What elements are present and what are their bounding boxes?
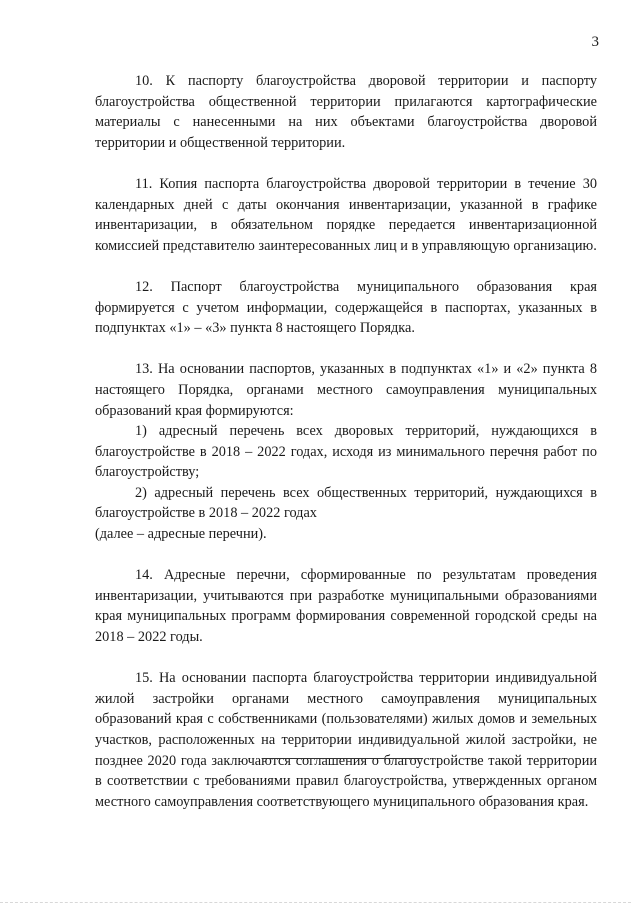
paragraph-13-tail: (далее – адресные перечни). <box>95 526 267 543</box>
paragraph-13-item-2: 2) адресный перечень всех общественных территорий, нуждающихся в благоустройстве в 2018 – 2022 годах <box>95 484 597 522</box>
paragraph-10: 10. К паспорту благоустройства дворовой территории и паспорту благоустройства общественной территории прилагаются картографические материалы с нанесенными на них объектами благоустройства дворовой территории и общественной территории. <box>95 73 597 151</box>
scan-edge-line <box>0 902 631 903</box>
paragraph-13-intro: 13. На основании паспортов, указанных в подпунктах «1» и «2» пункта 8 настоящего Порядка, органами местного самоуправления муниципальных образований края формируются: <box>95 361 597 419</box>
paragraph-12: 12. Паспорт благоустройства муниципального образования края формируется с учетом информации, содержащейся в паспортах, указанных в подпунктах «1» – «3» пункта 8 настоящего Порядка. <box>95 278 597 337</box>
document-body <box>95 71 597 833</box>
paragraph-11: 11. Копия паспорта благоустройства дворовой территории в течение 30 календарных дней с даты окончания инвентаризации, указанной в графике инвентаризации, в обязательном порядке передается инвентаризационной комиссией представителю заинтересованных лиц и в управляющую организацию. <box>95 175 597 254</box>
paragraph-13 <box>95 359 597 544</box>
paragraph-14: 14. Адресные перечни, сформированные по результатам проведения инвентаризации, учитываются при разработке муниципальными образованиями края муниципальных программ формирования современной городской среды на 2018 – 2022 годы. <box>95 567 597 646</box>
end-divider-line <box>263 758 423 759</box>
page-number: 3 <box>591 34 599 50</box>
paragraph-15: 15. На основании паспорта благоустройства территории индивидуальной жилой застройки органами местного самоуправления муниципальных образований края с собственниками (пользователями) жилых домов и земельных участков, расположенных на территории индивидуальной жилой застройки, не позднее 2020 года заключаются соглашения о благоустройстве такой территории в соответствии с требованиями правил благоустройства, утвержденных органом местного самоуправления соответствующего муниципального образования края. <box>95 670 597 810</box>
paragraph-13-item-1: 1) адресный перечень всех дворовых территорий, нуждающихся в благоустройстве в 2018 – 2022 годах, исходя из минимального перечня работ по благоустройству; <box>95 423 597 481</box>
